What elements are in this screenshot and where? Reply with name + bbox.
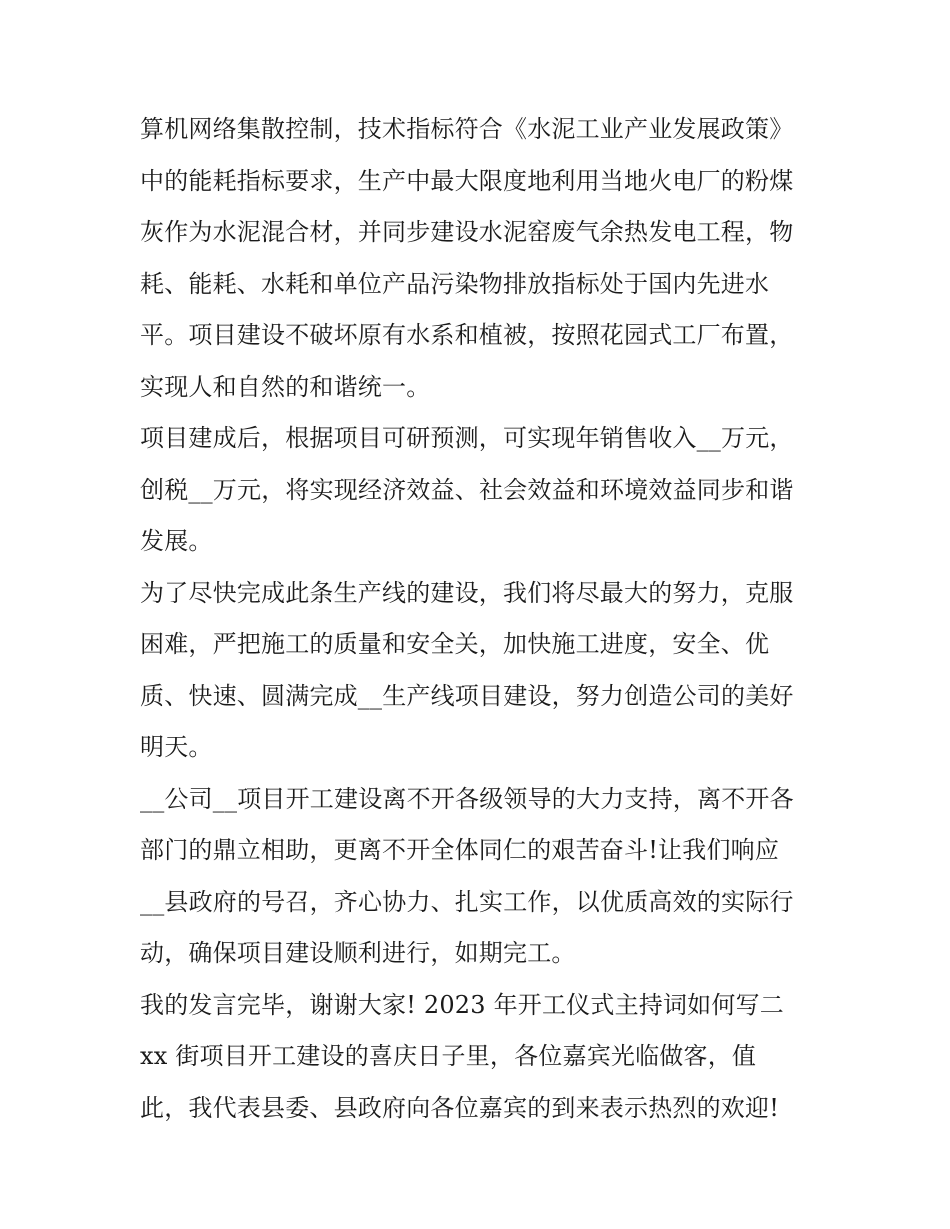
text-line: 发展。 <box>140 527 213 555</box>
text-line: 项目建成后，根据项目可研预测，可实现年销售收入__万元， <box>140 424 794 452</box>
text-line: 算机网络集散控制，技术指标符合《水泥工业产业发展政策》 <box>140 115 794 143</box>
text-line: 我的发言完毕，谢谢大家! 2023 年开工仪式主持词如何写二 <box>140 990 784 1019</box>
text-line: 此，我代表县委、县政府向各位嘉宾的到来表示热烈的欢迎! <box>140 1093 780 1122</box>
text-line: __县政府的号召，齐心协力、扎实工作，以优质高效的实际行 <box>140 887 794 916</box>
text-line: 实现人和自然的和谐统一。 <box>140 372 431 401</box>
text-line: 平。项目建设不破坏原有水系和植被，按照花园式工厂布置， <box>140 321 794 349</box>
text-line: 为了尽快完成此条生产线的建设，我们将尽最大的努力，克服 <box>140 578 794 607</box>
text-line: 创税__万元，将实现经济效益、社会效益和环境效益同步和谐 <box>140 475 794 504</box>
text-line: 部门的鼎立相助，更离不开全体同仁的艰苦奋斗!让我们响应 <box>140 836 780 864</box>
text-line: 困难，严把施工的质量和安全关，加快施工进度，安全、优 <box>140 630 770 658</box>
text-line: 质、快速、圆满完成__生产线项目建设，努力创造公司的美好 <box>140 681 794 710</box>
text-line: xx 街项目开工建设的喜庆日子里，各位嘉宾光临做客，值 <box>140 1042 757 1070</box>
text-line: 耗、能耗、水耗和单位产品污染物排放指标处于国内先进水 <box>140 269 770 298</box>
text-line: __公司__项目开工建设离不开各级领导的大力支持，离不开各 <box>140 784 794 813</box>
text-line: 动，确保项目建设顺利进行，如期完工。 <box>140 939 576 967</box>
body-text <box>140 104 830 1134</box>
text-line: 明天。 <box>140 733 213 761</box>
text-line: 中的能耗指标要求，生产中最大限度地利用当地火电厂的粉煤 <box>140 166 794 195</box>
text-line: 灰作为水泥混合材，并同步建设水泥窑废气余热发电工程，物 <box>140 218 794 246</box>
